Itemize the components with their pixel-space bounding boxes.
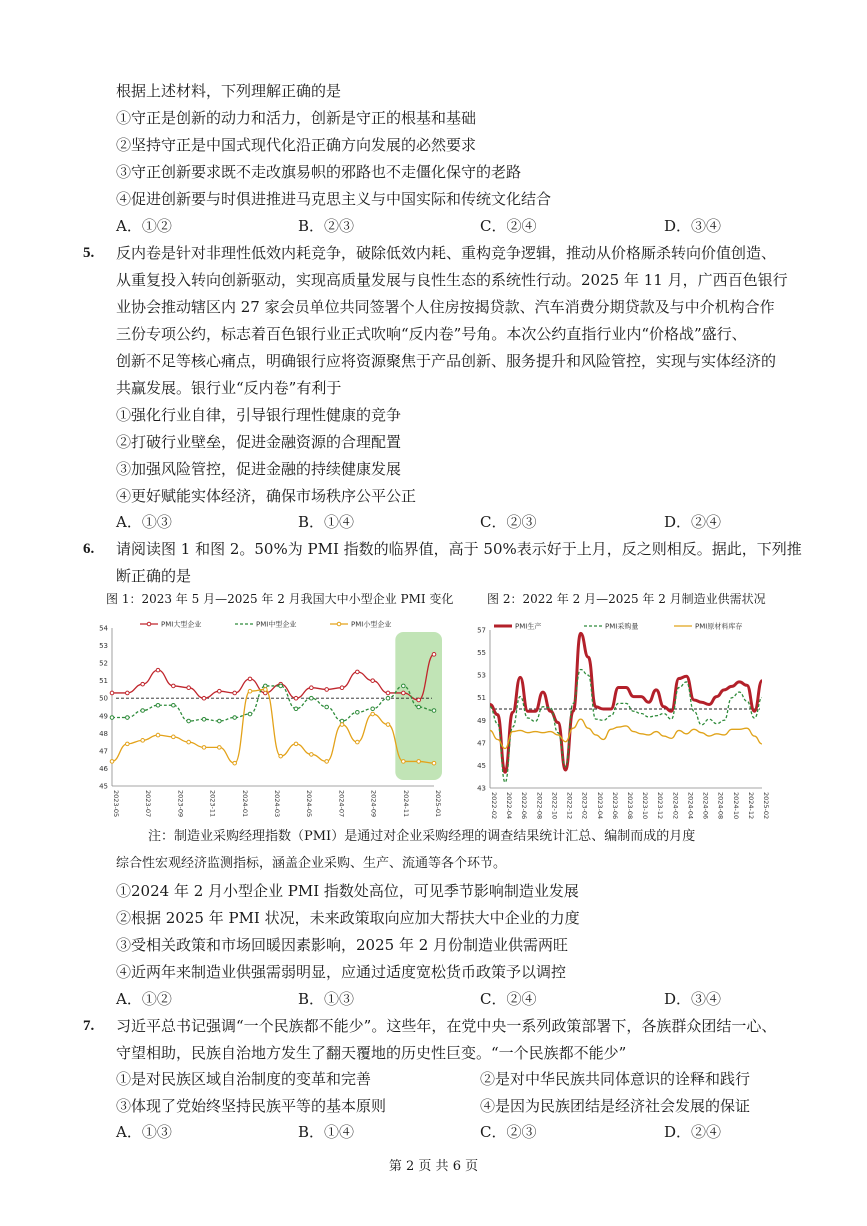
data-point bbox=[432, 709, 436, 713]
x-tick-label: 2023-12 bbox=[656, 792, 665, 820]
x-tick-label: 2023-11 bbox=[208, 790, 217, 818]
q5-item-2: ②打破行业壁垒，促进金融资源的合理配置 bbox=[116, 433, 402, 451]
series-line-1 bbox=[112, 686, 434, 721]
data-point bbox=[402, 684, 406, 688]
y-tick-label: 51 bbox=[99, 677, 108, 686]
data-point bbox=[172, 684, 176, 688]
data-point bbox=[141, 682, 145, 686]
x-tick-label: 2024-02 bbox=[671, 792, 680, 820]
q6-option-c[interactable]: C．②④ bbox=[480, 990, 537, 1008]
x-tick-label: 2024-07 bbox=[337, 790, 346, 818]
data-point bbox=[233, 761, 237, 765]
data-point bbox=[233, 691, 237, 695]
q4-item-4: ④促进创新要与时俱进推进马克思主义与中国实际和传统文化结合 bbox=[116, 190, 552, 208]
q6-note-line-2: 综合性宏观经济监测指标，涵盖企业采购、生产、流通等各个环节。 bbox=[116, 856, 507, 871]
series-line-0 bbox=[112, 654, 434, 700]
x-tick-label: 2023-10 bbox=[641, 792, 650, 820]
q6-item-3: ③受相关政策和市场回暖因素影响，2025 年 2 月份制造业供需两旺 bbox=[116, 936, 569, 954]
data-point bbox=[371, 712, 375, 716]
data-point bbox=[110, 691, 114, 695]
data-point bbox=[386, 723, 390, 727]
y-tick-label: 53 bbox=[99, 642, 108, 651]
q5-item-1: ①强化行业自律，引导银行理性健康的竞争 bbox=[116, 406, 402, 424]
q6-option-a[interactable]: A．①② bbox=[116, 990, 172, 1008]
x-tick-label: 2024-09 bbox=[369, 790, 378, 818]
x-tick-label: 2023-06 bbox=[610, 792, 619, 820]
legend-label: PMI小型企业 bbox=[351, 620, 392, 629]
data-point bbox=[202, 717, 206, 721]
q5-option-a[interactable]: A．①③ bbox=[116, 513, 172, 531]
q6-item-4: ④近两年来制造业供强需弱明显，应通过适度宽松货币政策予以调控 bbox=[116, 963, 567, 981]
data-point bbox=[172, 735, 176, 739]
x-tick-label: 2022-08 bbox=[535, 792, 544, 820]
q7-item-1: ①是对民族区域自治制度的变革和完善 bbox=[116, 1070, 372, 1088]
y-tick-label: 45 bbox=[99, 782, 108, 791]
legend-marker bbox=[337, 622, 341, 626]
data-point bbox=[294, 707, 298, 711]
q5-line-3: 业协会推动辖区内 27 家会员单位共同签署个人住房按揭贷款、汽车消费分期贷款及与中介机构合作 bbox=[116, 298, 775, 316]
q6-number: 6. bbox=[83, 541, 95, 557]
data-point bbox=[310, 753, 314, 757]
data-point bbox=[156, 703, 160, 707]
x-tick-label: 2024-04 bbox=[686, 792, 695, 820]
x-tick-label: 2024-10 bbox=[731, 792, 740, 820]
y-tick-label: 57 bbox=[477, 626, 486, 635]
x-tick-label: 2023-04 bbox=[595, 792, 604, 820]
q7-option-b[interactable]: B．①④ bbox=[298, 1123, 355, 1141]
x-tick-label: 2025-02 bbox=[762, 792, 770, 820]
series-line-2 bbox=[112, 689, 434, 763]
legend-label: PMI中型企业 bbox=[256, 620, 297, 629]
data-point bbox=[340, 723, 344, 727]
q7-item-3: ③体现了党始终坚持民族平等的基本原则 bbox=[116, 1097, 387, 1115]
x-tick-label: 2024-01 bbox=[240, 790, 249, 818]
q4-item-1: ①守正是创新的动力和活力，创新是守正的根基和基础 bbox=[116, 109, 477, 127]
data-point bbox=[126, 691, 130, 695]
data-point bbox=[325, 705, 329, 709]
data-point bbox=[356, 670, 360, 674]
y-tick-label: 43 bbox=[477, 784, 486, 793]
x-tick-label: 2023-05 bbox=[112, 790, 120, 818]
data-point bbox=[202, 746, 206, 750]
q6-option-b[interactable]: B．①③ bbox=[298, 990, 355, 1008]
x-tick-label: 2022-12 bbox=[565, 792, 574, 820]
data-point bbox=[141, 709, 145, 713]
y-tick-label: 47 bbox=[99, 747, 108, 756]
y-tick-label: 46 bbox=[99, 764, 108, 773]
q6-line-2: 断正确的是 bbox=[116, 567, 192, 585]
data-point bbox=[340, 686, 344, 690]
x-tick-label: 2023-08 bbox=[626, 792, 634, 820]
data-point bbox=[371, 679, 375, 683]
y-tick-label: 48 bbox=[99, 729, 108, 738]
data-point bbox=[110, 760, 114, 764]
q5-line-4: 三份专项公约，标志着百色银行业正式吹响“反内卷”号角。本次公约直指行业内“价格战”盛行、 bbox=[116, 325, 747, 343]
data-point bbox=[110, 716, 114, 720]
x-tick-label: 2023-07 bbox=[144, 790, 153, 818]
y-tick-label: 55 bbox=[477, 649, 486, 658]
data-point bbox=[310, 686, 314, 690]
q5-option-c[interactable]: C．②③ bbox=[480, 513, 537, 531]
y-tick-label: 52 bbox=[99, 659, 108, 668]
x-tick-label: 2024-05 bbox=[305, 790, 314, 818]
data-point bbox=[202, 696, 206, 700]
data-point bbox=[325, 760, 329, 764]
figure1-title: 图 1：2023 年 5 月—2025 年 2 月我国大中小型企业 PMI 变化 bbox=[106, 592, 454, 606]
data-point bbox=[294, 742, 298, 746]
data-point bbox=[386, 696, 390, 700]
data-point bbox=[187, 686, 191, 690]
y-tick-label: 53 bbox=[477, 671, 486, 680]
data-point bbox=[218, 746, 222, 750]
data-point bbox=[310, 696, 314, 700]
legend-label: PMI生产 bbox=[515, 622, 542, 631]
q5-line-1: 反内卷是针对非理性低效内耗竞争，破除低效内耗、重构竞争逻辑，推动从价格厮杀转向价值创造、 bbox=[116, 244, 777, 262]
data-point bbox=[233, 716, 237, 720]
data-point bbox=[218, 719, 222, 723]
q5-line-6: 共赢发展。银行业“反内卷”有利于 bbox=[116, 379, 342, 397]
data-point bbox=[279, 684, 283, 688]
data-point bbox=[356, 740, 360, 744]
x-tick-label: 2024-03 bbox=[273, 790, 281, 818]
page-footer: 第 2 页 共 6 页 bbox=[388, 1159, 479, 1174]
q6-item-2: ②根据 2025 年 PMI 状况，未来政策取向应加大帮扶大中企业的力度 bbox=[116, 909, 580, 927]
series-line-2 bbox=[490, 719, 762, 748]
data-point bbox=[248, 689, 252, 693]
q7-option-c[interactable]: C．②③ bbox=[480, 1123, 537, 1141]
x-tick-label: 2022-02 bbox=[490, 792, 498, 820]
q5-option-d[interactable]: D．②④ bbox=[664, 513, 722, 531]
q4-item-3: ③守正创新要求既不走改旗易帜的邪路也不走僵化保守的老路 bbox=[116, 163, 522, 181]
data-point bbox=[417, 760, 421, 764]
q5-number: 5. bbox=[83, 245, 95, 261]
data-point bbox=[417, 705, 421, 709]
q4-option-a[interactable]: A．①② bbox=[116, 217, 172, 235]
data-point bbox=[248, 677, 252, 681]
q4-option-c[interactable]: C．②④ bbox=[480, 217, 537, 235]
legend-label: PMI原材料库存 bbox=[695, 622, 743, 631]
data-point bbox=[402, 760, 406, 764]
legend-label: PMI采购量 bbox=[605, 622, 639, 631]
x-tick-label: 2022-04 bbox=[505, 792, 514, 820]
data-point bbox=[156, 733, 160, 737]
data-point bbox=[279, 754, 283, 758]
data-point bbox=[156, 668, 160, 672]
q7-item-4: ④是因为民族团结是经济社会发展的保证 bbox=[480, 1097, 751, 1115]
data-point bbox=[432, 653, 436, 657]
q5-option-b[interactable]: B．①④ bbox=[298, 513, 355, 531]
q5-item-3: ③加强风险管控，促进金融的持续健康发展 bbox=[116, 460, 402, 478]
q4-option-b[interactable]: B．②③ bbox=[298, 217, 355, 235]
x-tick-label: 2022-10 bbox=[550, 792, 559, 820]
q4-stem: 根据上述材料，下列理解正确的是 bbox=[116, 82, 342, 100]
legend-label: PMI大型企业 bbox=[161, 620, 202, 629]
x-tick-label: 2025-01 bbox=[434, 790, 442, 818]
x-tick-label: 2024-11 bbox=[401, 790, 410, 818]
data-point bbox=[402, 691, 406, 695]
data-point bbox=[386, 691, 390, 695]
data-point bbox=[294, 696, 298, 700]
q5-line-5: 创新不足等核心痛点，明确银行应将资源聚焦于产品创新、服务提升和风险管控，实现与实体经济的 bbox=[116, 352, 777, 370]
q4-item-2: ②坚持守正是中国式现代化沿正确方向发展的必然要求 bbox=[116, 136, 477, 154]
x-tick-label: 2022-06 bbox=[520, 792, 529, 820]
figure2-title: 图 2：2022 年 2 月—2025 年 2 月制造业供需状况 bbox=[487, 592, 766, 606]
data-point bbox=[264, 688, 268, 692]
q7-option-a[interactable]: A．①③ bbox=[116, 1123, 172, 1141]
q6-note-line-1: 注：制造业采购经理指数（PMI）是通过对企业采购经理的调查结果统计汇总、编制而成的月度 bbox=[148, 829, 696, 844]
figure2-chart bbox=[466, 608, 770, 826]
data-point bbox=[356, 710, 360, 714]
q7-item-2: ②是对中华民族共同体意识的诠释和践行 bbox=[480, 1070, 751, 1088]
data-point bbox=[248, 712, 252, 716]
data-point bbox=[141, 739, 145, 743]
q6-option-d[interactable]: D．③④ bbox=[664, 990, 722, 1008]
q6-line-1: 请阅读图 1 和图 2。50%为 PMI 指数的临界值，高于 50%表示好于上月，反之则相反。据此，下列推 bbox=[116, 540, 802, 558]
y-tick-label: 51 bbox=[477, 694, 486, 703]
data-point bbox=[126, 742, 130, 746]
y-tick-label: 49 bbox=[99, 712, 108, 721]
q4-option-d[interactable]: D．③④ bbox=[664, 217, 722, 235]
data-point bbox=[218, 689, 222, 693]
q5-line-2: 从重复投入转向创新驱动，实现高质量发展与良性生态的系统性行动。2025 年 11 月，广西百色银行 bbox=[116, 271, 788, 289]
data-point bbox=[325, 688, 329, 692]
series-line-0 bbox=[490, 633, 762, 772]
q7-line-2: 守望相助，民族自治地方发生了翻天覆地的历史性巨变。“一个民族都不能少” bbox=[116, 1044, 627, 1062]
y-tick-label: 49 bbox=[477, 716, 486, 725]
q7-number: 7. bbox=[83, 1018, 95, 1034]
data-point bbox=[187, 719, 191, 723]
y-tick-label: 54 bbox=[99, 624, 108, 633]
data-point bbox=[432, 761, 436, 765]
x-tick-label: 2023-09 bbox=[176, 790, 185, 818]
data-point bbox=[172, 703, 176, 707]
q7-option-d[interactable]: D．②④ bbox=[664, 1123, 722, 1141]
q6-item-1: ①2024 年 2 月小型企业 PMI 指数处高位，可见季节影响制造业发展 bbox=[116, 882, 579, 900]
figure1-chart bbox=[90, 608, 452, 826]
q7-line-1: 习近平总书记强调“一个民族都不能少”。这些年，在党中央一系列政策部署下，各族群众团结一心、 bbox=[116, 1017, 777, 1035]
legend-marker bbox=[147, 622, 151, 626]
q5-item-4: ④更好赋能实体经济，确保市场秩序公平公正 bbox=[116, 487, 417, 505]
data-point bbox=[187, 740, 191, 744]
data-point bbox=[417, 698, 421, 702]
y-tick-label: 47 bbox=[477, 739, 486, 748]
x-tick-label: 2024-12 bbox=[746, 792, 755, 820]
data-point bbox=[126, 716, 130, 720]
data-point bbox=[371, 707, 375, 711]
x-tick-label: 2024-06 bbox=[701, 792, 710, 820]
y-tick-label: 45 bbox=[477, 761, 486, 770]
x-tick-label: 2024-08 bbox=[716, 792, 725, 820]
x-tick-label: 2023-02 bbox=[580, 792, 589, 820]
y-tick-label: 50 bbox=[99, 694, 108, 703]
